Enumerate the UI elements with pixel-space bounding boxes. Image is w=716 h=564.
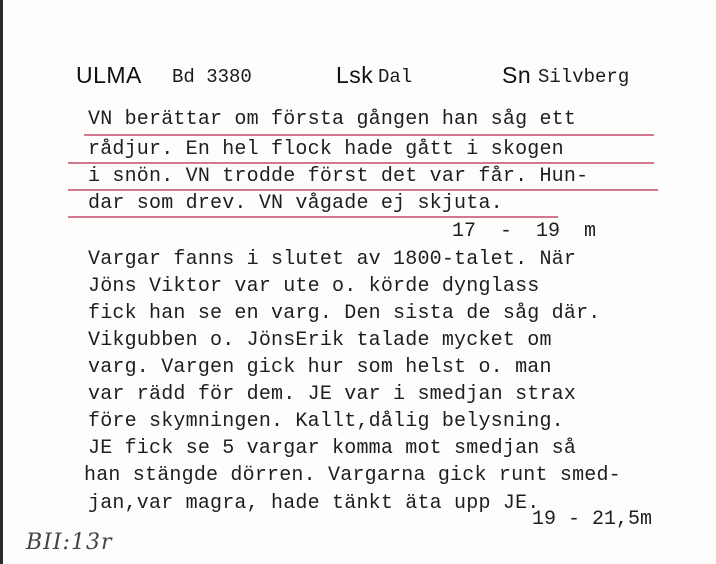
sn-label: Sn	[502, 62, 532, 88]
underline-4	[68, 216, 558, 218]
sn-value: Silvberg	[538, 66, 630, 88]
underline-3	[68, 189, 658, 191]
entry1-measure: 17 - 19 m	[452, 220, 597, 243]
lsk-label: Lsk	[336, 62, 374, 88]
entry2-line-10: jan,var magra, hade tänkt äta upp JE.	[88, 492, 540, 515]
entry1-line-4: dar som drev. VN vågade ej skjuta.	[88, 192, 503, 215]
entry2-line-7: före skymningen. Kallt,dålig belysning.	[88, 410, 564, 433]
entry2-line-6: var rädd för dem. JE var i smedjan strax	[88, 383, 577, 406]
handwritten-archive-note: BII:13r	[26, 530, 113, 555]
entry2-line-1: Vargar fanns i slutet av 1800-talet. När	[88, 248, 577, 271]
entry2-line-4: Vikgubben o. JönsErik talade mycket om	[88, 329, 552, 352]
entry1-line-3: i snön. VN trodde först det var får. Hun-	[88, 165, 589, 188]
entry2-line-9: han stängde dörren. Vargarna gick runt smed-	[84, 464, 621, 487]
lsk-value: Dal	[378, 66, 413, 88]
entry2-line-2: Jöns Viktor var ute o. körde dynglass	[88, 275, 540, 298]
ulma-label: ULMA	[76, 62, 142, 88]
entry2-line-8: JE fick se 5 vargar komma mot smedjan så	[88, 437, 577, 460]
underline-1	[84, 134, 654, 136]
entry2-line-3: fick han se en varg. Den sista de såg där.	[88, 302, 601, 325]
ulma-value: Bd 3380	[172, 66, 252, 88]
entry2-line-5: varg. Vargen gick hur som helst o. man	[88, 356, 552, 379]
entry1-line-2: rådjur. En hel flock hade gått i skogen	[88, 138, 564, 161]
entry2-measure: 19 - 21,5m	[532, 508, 653, 531]
underline-2	[68, 162, 654, 164]
card-header	[0, 62, 716, 98]
entry1-line-1: VN berättar om första gången han såg ett	[88, 108, 577, 131]
